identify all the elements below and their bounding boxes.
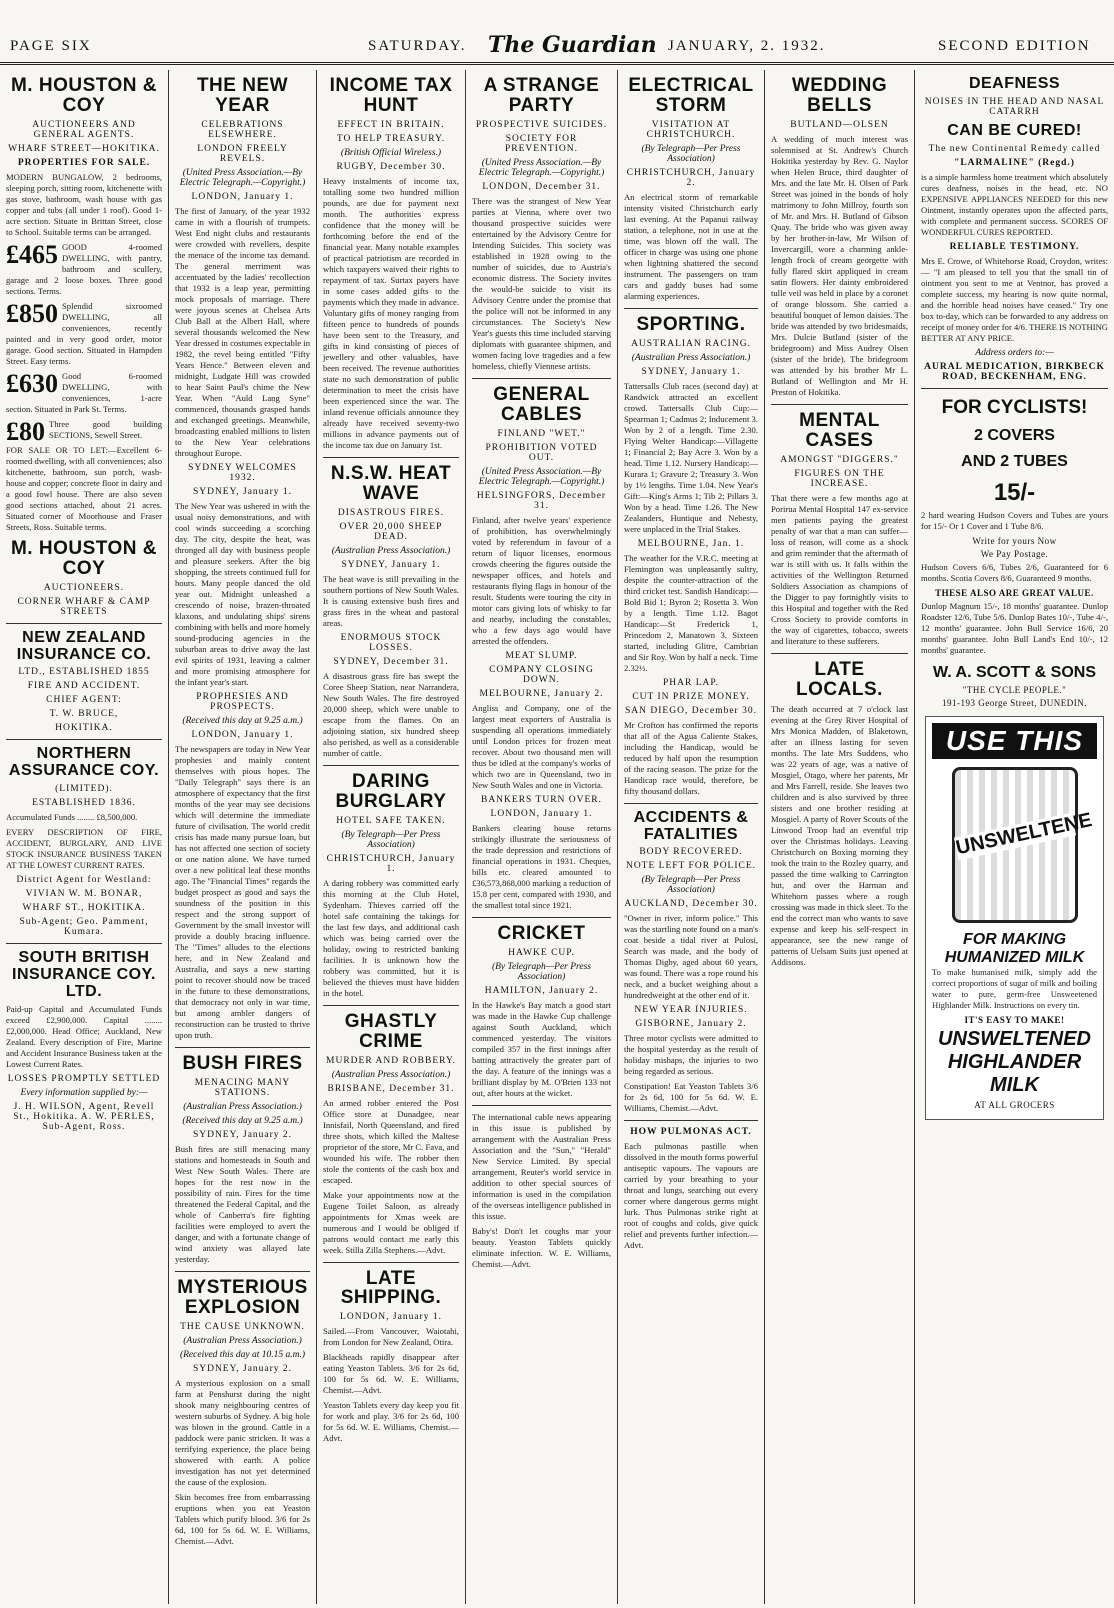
heat-wave-subhead-2: OVER 20,000 SHEEP DEAD. bbox=[339, 521, 443, 542]
new-year-body: The first of January, of the year 1932 came in with a flourish of trumpets. West End night clubs and restaurants were crowded with revellers, despite the menace of the income tax demand. The general merriment was accentuated by the ladies' recollection that 1932 is a leap year, permitting mock proposals of marriage. There were joyous scenes at Chelsea Arts Club Ball at the Albert Hall, where several thousands welcomed the New Year dressed in costumes expectable in 1982, the revel being entitled "Fifty Years Hence." Between eleven and midnight, Ludgate Hill was crowded to hear Saint Paul's chime the New Year. When "Auld Lang Syne" commenced, thousands grasped hands and exchanged greetings. Meanwhile, broadcasting enabled millions to listen to the New Year celebrations throughout Europe. bbox=[175, 205, 310, 458]
constipation-advert: Constipation! Eat Yeaston Tablets 3/6 for 2s 6d, 100 for 5s 6d. W. E. Williams, Chemist.—Advt. bbox=[624, 1081, 758, 1114]
new-year-subhead-1: CELEBRATIONS ELSEWHERE. bbox=[201, 119, 284, 140]
divider bbox=[6, 739, 162, 740]
phar-lap-body: Mr Crofton has confirmed the reports that all of the Agua Caliente Stakes, including the Handicap, would be reduced by half upon the resumption of the racing season. The prize for the Handicap race would, therefore, be fifty thousand dollars. bbox=[624, 719, 758, 796]
scott-subhead: "THE CYCLE PEOPLE." bbox=[962, 684, 1067, 695]
burglary-credit: (By Telegraph—Per Press Association) bbox=[341, 829, 441, 850]
meat-body: Angliss and Company, one of the largest meat exporters of Australia is suspending all operations immediately until London prices for frozen meat recover. About two thousand men will thus be idled at the company's works of which two are in Queensland, two in New South Wales and one in Victoria. bbox=[472, 702, 611, 790]
cured-subhead: The new Continental Remedy called bbox=[928, 143, 1101, 154]
heat-wave-subhead-1: DISASTROUS FIRES. bbox=[337, 507, 445, 518]
new-year-credit: (United Press Association.—By Electric Telegraph.—Copyright.) bbox=[179, 167, 306, 188]
milk-banner: USE THIS bbox=[932, 723, 1097, 759]
divider bbox=[472, 917, 611, 918]
wedding-body: A wedding of much interest was solemnised at St. Andrew's Church Hokitika yesterday by Rev. G. Naylor when Helen Bruce, third daughter of Mrs. and the late Mr. H. Olsen of Park Street was joined in the bonds of holy matrimony to John Millroy, fourth son of Mr. and Mrs. H. Butland of Gibson Quay. The bride who was given away by her brother-in-law, Mr Wilson of Invercargill, wore a charming ankle-length frock of cream georgette with fully flared skirt appliqued in cream satin flowers. Her dainty embroidered tulle veil was held in place by a coronet of orange blossom. She carried a beautiful bouquet of lemon daisies. The bride was attended by two bridesmaids, Mrs. Dulcie Butland (sister of the bridegroom) and Miss Audrey Olsen (sister of the bride). The bridegroom was attended by his brother Mr L. Butland of Wellington and Mr H. Preston of Hokitika. bbox=[771, 133, 908, 397]
houston-subtitle-2: AUCTIONEERS. bbox=[43, 582, 125, 593]
crime-dateline: BRISBANE, December 31. bbox=[327, 1083, 455, 1094]
strange-party-subhead-2: SOCIETY FOR PREVENTION. bbox=[504, 133, 578, 154]
income-tax-dateline: RUGBY, December 30. bbox=[336, 161, 446, 172]
column-6 bbox=[764, 70, 914, 1604]
sydney-dateline: SYDNEY, January 1. bbox=[192, 486, 293, 497]
stock-losses-dateline: SYDNEY, December 31. bbox=[333, 656, 449, 667]
northern-assurance-agent: VIVIAN W. M. BONAR, bbox=[25, 888, 143, 899]
northern-assurance-funds: Accumulated Funds ........ £8,500,000. bbox=[6, 811, 138, 822]
strange-party-subhead-1: PROSPECTIVE SUICIDES. bbox=[475, 119, 608, 130]
column-5 bbox=[617, 70, 764, 1604]
masthead-title: The Guardian bbox=[488, 32, 657, 58]
divider bbox=[624, 308, 758, 309]
appointment-advert: Make your appointments now at the Eugene Toilet Saloon, as already appointments for Xmas week are numerous and I would be obliged if patrons would contact me early this week. Stilla Zilla Stephens.—Advt. bbox=[323, 1189, 459, 1255]
explosion-body: A mysterious explosion on a small farm at Penshurst during the night shook many neighbouring centres of western suburbs of Sydney. A big hole was blown in the ground. Cattle in a paddock were panic stricken. It was a terrifying experience, the place being showered with earth. A police investigation has not yet determined the cause of the explosion. bbox=[175, 1377, 310, 1487]
burglary-subhead: HOTEL SAFE TAKEN. bbox=[336, 815, 446, 826]
heat-wave-headline: N.S.W. HEAT WAVE bbox=[330, 462, 452, 504]
northern-assurance-text: EVERY DESCRIPTION OF FIRE, ACCIDENT, BURGLARY, AND LIVE STOCK INSURANCE BUSINESS TAKEN AT THE LOWEST CURRENT RATES. bbox=[6, 826, 162, 870]
yeaston-advert: Yeaston Tablets every day keep you fit for work and play. 3/6 for 2s 6d, 100 for 5s 6d. W. E. Williams, Chemist.—Advt. bbox=[323, 1400, 459, 1444]
bush-fires-headline: BUSH FIRES bbox=[182, 1052, 303, 1074]
testimony-heading: RELIABLE TESTIMONY. bbox=[949, 241, 1080, 252]
strange-party-dateline: LONDON, December 31. bbox=[482, 181, 601, 192]
sale-or-let-listing: FOR SALE OR TO LET:—Excellent 6-roomed dwelling, with all conveniences; also kitchenette, bathroom, sun porch, wash-house and copper; concrete floor in dairy and a good fowl house. There are also seven good sections attached, about 21 acres. Situated corner of Moorhouse and Fraser Streets, Ross. Suitable terms. bbox=[6, 444, 162, 532]
listing-3-price: £630 bbox=[6, 368, 58, 398]
divider bbox=[921, 388, 1108, 389]
sporting-headline: SPORTING. bbox=[636, 313, 746, 335]
nz-insurance-fire: FIRE AND ACCIDENT. bbox=[27, 681, 141, 692]
strange-party-credit: (United Press Association.—By Electric Telegraph.—Copyright.) bbox=[478, 157, 605, 178]
storm-headline: ELECTRICAL STORM bbox=[628, 75, 754, 116]
accidents-headline: ACCIDENTS & FATALITIES bbox=[633, 808, 749, 843]
cyclists-price: 15/- bbox=[993, 478, 1036, 506]
cyclists-postage: We Pay Postage. bbox=[980, 548, 1049, 559]
south-british-agents: J. H. WILSON, Agent, Revell St., Hokitika. A. W. PERLES, Sub-Agent, Ross. bbox=[13, 1102, 155, 1133]
meat-subhead-2: COMPANY CLOSING DOWN. bbox=[489, 664, 594, 685]
testimony-body: Mrs E. Crowe, of Whitehorse Road, Croydon, writes:— "I am pleased to tell you that the small tin of ointment you sent to me at Ventnor, has proved a complete success, my hearing is now quite normal, and the horrible head noises have ceased." Try one box to-day, which can be forwarded to any address on receipt of money order for 4/6. THERE IS NOTHING BETTER AT ANY PRICE. bbox=[921, 255, 1108, 343]
skin-advert: Skin becomes free from embarrassing eruptions when you eat Yeaston Tablets which purify blood. 3/6 for 2s 6d, 100 for 5s 6d. W. E. Williams, Chemist.—Advt. bbox=[175, 1491, 310, 1546]
income-tax-headline: INCOME TAX HUNT bbox=[329, 75, 453, 116]
income-tax-subhead-2: TO HELP TREASURY. bbox=[336, 133, 446, 144]
hawke-cup-dateline: HAMILTON, January 2. bbox=[484, 985, 599, 996]
shipping-body: Sailed.—From Vancouver, Waiotahi, from London for New Zealand, Otira. bbox=[323, 1326, 459, 1348]
bankers-subhead: BANKERS TURN OVER. bbox=[480, 794, 602, 805]
bankers-dateline: LONDON, January 1. bbox=[490, 808, 593, 819]
stock-losses-subhead: ENORMOUS STOCK LOSSES. bbox=[340, 632, 442, 653]
milk-advert bbox=[925, 716, 1104, 1120]
divider bbox=[323, 765, 459, 766]
income-tax-subhead-1: EFFECT IN BRITAIN. bbox=[337, 119, 445, 130]
houston-address: WHARF STREET—HOKITIKA. bbox=[8, 143, 160, 154]
pulmonas-heading: HOW PULMONAS ACT. bbox=[630, 1127, 752, 1138]
meat-subhead-1: MEAT SLUMP. bbox=[505, 650, 578, 661]
phar-lap-subhead-1: PHAR LAP. bbox=[663, 677, 719, 688]
hawke-cup-body: In the Hawke's Bay match a good start was made in the Hawke Cup challenge against South Auckland, which commenced yesterday. The visitors compiled 357 in the first innings after batting attractively the greater part of the day. A feature of the innings was a brilliant display by M. O'Brien 133 not out, after hours at the wicket. bbox=[472, 999, 611, 1098]
listing-4-price: £80 bbox=[6, 416, 45, 446]
racing-credit: (Australian Press Association.) bbox=[631, 352, 751, 363]
milk-brand: UNSWELTENED HIGHLANDER MILK bbox=[938, 1027, 1091, 1096]
address-label: Address orders to:— bbox=[975, 347, 1054, 358]
heat-wave-credit: (Australian Press Association.) bbox=[331, 545, 451, 556]
phar-lap-dateline: SAN DIEGO, December 30. bbox=[625, 705, 757, 716]
mental-cases-subhead-2: FIGURES ON THE INCREASE. bbox=[794, 468, 885, 489]
northern-assurance-address: WHARF ST., HOKITIKA. bbox=[22, 902, 146, 913]
listing-2-text: Splendid sixroomed DWELLING, all conveniences, recently painted and in very good order, motor garage. Good section. Situated in Hampden Street. Easy terms. bbox=[6, 300, 162, 366]
crime-credit: (Australian Press Association.) bbox=[331, 1069, 451, 1080]
masthead bbox=[0, 30, 1114, 65]
new-year-subhead-2: LONDON FREELY REVELS. bbox=[197, 143, 288, 164]
column-4 bbox=[465, 70, 617, 1604]
listing-3 bbox=[6, 368, 162, 419]
prophecies-subhead: PROPHESIES AND PROSPECTS. bbox=[196, 691, 289, 712]
prophecies-body: The newspapers are today in New Year prophesies and mainly content themselves with pious hopes. The "Daily Telegraph" says there is an atmosphere of expectancy that the first months of the year may see decisions which will determine the immediate future of civilisation. The world credit crisis has made many pursue loan, but has not affected one section of society or one nation alone. We have turned over a new political leaf these months ago. The "Financial Times" regards the budget prospect as good and says the soundness of the position in this respect and the strong support of Government by the small investor will provide a doubly bracing influence. The "Times" alludes to the elections here, and in New Zealand and Australia, and says a new starting point to recover should now be traced in the future to these demonstrations, that democracy not only in war time, but among ambler dangers of reconstruction can be trusted to thrive upon truth. bbox=[175, 743, 310, 1040]
divider bbox=[6, 623, 162, 624]
burglary-dateline: CHRISTCHURCH, January 1. bbox=[326, 853, 456, 874]
scott-address: 191-193 George Street, DUNEDIN. bbox=[941, 697, 1088, 708]
masthead-date: JANUARY, 2. 1932. bbox=[668, 38, 826, 54]
divider bbox=[624, 1120, 758, 1121]
meat-dateline: MELBOURNE, January 2. bbox=[479, 688, 604, 699]
late-locals-headline: LATE LOCALS. bbox=[796, 658, 883, 700]
heat-wave-body: The heat wave is still prevailing in the southern portions of New South Wales. It is causing extensive bush fires and grass fires in the wheat and pastoral areas. bbox=[323, 573, 459, 628]
sydney-body: The New Year was ushered in with the usual noisy demonstrations, and with cool winds succeeding a scorching day. The city, despite the heat, was thronged all day with business people and pleasure seekers. After the big shopping, the streets continued full for hours. Many people danced the old year out. Midnight unleashed a crescendo of noise, brazen-throated klaxons, and undulating ships' sirens combining with bells and more homely sound-producing agencies in the suburban areas to drive away the last evil spirits of 1931, leaving a calmer and more promising atmosphere for the infant year's start. bbox=[175, 500, 310, 687]
income-tax-credit: (British Official Wireless.) bbox=[340, 147, 442, 158]
cyclists-list: Hudson Covers 6/6, Tubes 2/6, Guaranteed for 6 months. Scotia Covers 8/6, Guaranteed 9 months. bbox=[921, 561, 1108, 583]
melbourne-body: The weather for the V.R.C. meeting at Flemington was unpleasantly sultry, despite the counter-attraction of the third cricket test. Sandish Handicap:—Bold Bid 1; Byron 2; Rosetta 3. Won by a length. Time 1.12. Bagot Handicap:—St Frederick 1, Princedom 2, Manatown 3. Sixteen started, including Glitre, Cambrian and Sir Roy. Won by half a neck. Time 2.32½. bbox=[624, 552, 758, 673]
mental-cases-body: That there were a few months ago at Porirua Mental Hospital 147 ex-service men patients paying the greatest penalty of war that a man can suffer—loss of reason, will come as a shock and grim reminder that the aftermath of war is still with us. It falls within the activities of the Wellington Returned Soldiers Association as champions of the Digger to pay fortnightly visits to this Hospital and together with the Red Cross Society to provide comforts in the way of cigarettes, tobacco, sweets and literature to these sufferers. bbox=[771, 492, 908, 646]
divider bbox=[323, 457, 459, 458]
accidents-subhead-2: NOTE LEFT FOR POLICE. bbox=[625, 861, 757, 872]
aural-address: AURAL MEDICATION, BIRKBECK ROAD, BECKENHAM, ENG. bbox=[924, 361, 1105, 382]
listing-1-price: £465 bbox=[6, 239, 58, 269]
column-2 bbox=[168, 70, 316, 1604]
cricket-headline: CRICKET bbox=[497, 922, 586, 944]
accidents-body: "Owner in river, inform police." This was the startling note found on a man's coat beside a tidal river at Pulosi, Search was made, and the body of Thomas Digby, aged about 60 years, was found. There was a rope round his neck, and a bucket weighing about a hundredweight at the other end of it. bbox=[624, 913, 759, 1001]
northern-assurance-subagent: Sub-Agent; Geo. Pamment, Kumara. bbox=[19, 916, 149, 937]
scott-headline: W. A. SCOTT & SONS bbox=[933, 663, 1096, 681]
can-be-cured: CAN BE CURED! bbox=[947, 121, 1082, 139]
northern-assurance-ltd: (LIMITED). bbox=[55, 783, 113, 794]
south-british-heading: SOUTH BRITISH INSURANCE COY. LTD. bbox=[12, 948, 156, 1000]
houston-heading: M. HOUSTON & COY bbox=[10, 75, 158, 116]
racing-subhead: AUSTRALIAN RACING. bbox=[631, 338, 751, 349]
divider bbox=[624, 803, 758, 804]
wedding-subhead: BUTLAND—OLSEN bbox=[790, 119, 889, 130]
cyclists-also: THESE ALSO ARE GREAT VALUE. bbox=[935, 587, 1094, 598]
explosion-received: (Received this day at 10.15 a.m.) bbox=[179, 1349, 306, 1360]
deafness-subhead: NOISES IN THE HEAD AND NASAL CATARRH bbox=[924, 96, 1105, 117]
listing-1 bbox=[6, 239, 162, 301]
burglary-body: A daring robbery was committed early this morning at the Club Hotel, Sydenham. Thieves carried off the hotel safe containing the takings for the last few days, and additional cash which was being carried over the holiday, owing to restricted banking facilities. It is unknown how the robbery was committed, but it is believed the thieves must have hidden in the hotel. bbox=[323, 877, 459, 998]
bush-fires-body: Bush fires are still menacing many stations and homesteads in South and West New South Wales. There are hopes for the rest now in the possibility of rain. Fires for the time threatened the Federal Capital, and the whole of Canberra's fire fighting facilities were employed to avert the danger, and with a fortunate change of wind anxiety was allayed late yesterday. bbox=[175, 1143, 310, 1264]
houston-heading-2: M. HOUSTON & COY bbox=[10, 537, 158, 579]
milk-easy: IT'S EASY TO MAKE! bbox=[964, 1014, 1065, 1025]
cyclists-headline: FOR CYCLISTS! bbox=[941, 396, 1088, 418]
column-3 bbox=[316, 70, 465, 1604]
storm-body: An electrical storm of remarkable intensity visited Christchurch early last evening. At the Papanui railway station, a telephone, not in use at the time, was blown off the wall. The officer in charge was using one phone when lightning shattered the second instrument. The passengers on tram cars and gaddy buses had some alarming experiences. bbox=[624, 191, 758, 301]
milk-for-making: FOR MAKING HUMANIZED MILK bbox=[944, 930, 1085, 966]
pulmonas-body: Each pulmonas pastille when dissolved in the mouth forms powerful antiseptic vapours. The vapours are carried by your breathing to your throat and lungs, searching out every corner where dangerous germs might lurk. Thus Pulmonas strike right at root of coughs and colds, give quick relief and prevents further infection.—Advt. bbox=[624, 1141, 758, 1251]
cyclists-tubes: AND 2 TUBES bbox=[961, 452, 1068, 470]
finland-body: Finland, after twelve years' experience of prohibition, has overwhelmingly voted by referendum in favour of a return of liquor licenses, enormous crowds cheering the figures outside the newspaper offices, and hotels and restaurants flying flags in honour of the result. Students were touring the city in motor cars giving lots of whisky to far and nearby, including the constables, who a few days ago would have arrested the offenders. bbox=[472, 514, 611, 646]
racing-body: Tattersalls Club races (second day) at Randwick attracted an excellent crowd. Tattersalls Club Cup:—Spearman 1; Cadmus 2; Inducement 3. Won by 2 of a length. Time 2.30. Flying Welter Handicap:—Villagette 1; Financial 2; Bay Acre 3. Won by a head. Time 1.12. Nursery Handicap:—Kurara 1; Gravure 2; Treasury 3. Won by 1½ lengths. Time 1.04. New Year's Gift:—King's Arms 1; Tib 2; Pillars 3. Won by a head. Time 1.26. The New Zealanders, Huntique and Nebesty, were unplaced in the Trial Stakes. bbox=[624, 380, 758, 534]
milk-can-label: UNSWELTENE bbox=[953, 808, 1094, 859]
strange-party-body: There was the strangest of New Year parties at Vienna, where over two thousand prospective suicides were entertained by the Advisory Centre for Intending Suicides. This society was established in 1928 owing to the number of suicides, due to Austria's economic distress. The Society invites the would-be suicide to visit its Advisory Centre under the promise that the police will not be informed in any circumstances. The Society's New Year's guests this time included starving diplomats with guarantee shipmen, and women facing love tragedies and a few homeless, chiefly Viennese artists. bbox=[472, 195, 611, 371]
sydney-subhead: SYDNEY WELCOMES 1932. bbox=[188, 462, 297, 483]
injuries-dateline: GISBORNE, January 2. bbox=[635, 1019, 747, 1030]
column-7 bbox=[914, 70, 1114, 1604]
storm-subhead: VISITATION AT CHRISTCHURCH. bbox=[646, 119, 736, 140]
explosion-subhead: THE CAUSE UNKNOWN. bbox=[180, 1321, 305, 1332]
northern-assurance-established: ESTABLISHED 1836. bbox=[32, 797, 136, 808]
divider bbox=[771, 653, 908, 654]
divider bbox=[472, 1105, 611, 1106]
injuries-body: Three motor cyclists were admitted to the hospital yesterday as the result of holiday mishaps, the injuries to two being regarded as serious. bbox=[624, 1033, 758, 1077]
nz-insurance-heading: NEW ZEALAND INSURANCE CO. bbox=[16, 628, 152, 663]
wedding-headline: WEDDING BELLS bbox=[791, 75, 888, 116]
bankers-body: Bankers clearing house returns strikingly illustrate the seriousness of the trade depression and restrictions of financial operations in 1931. Cheques, bills etc. cleared amounted to £36,573,868,000 marking a reduction of 15.8 per cent, compared with 1930, and the smallest total since 1921. bbox=[472, 822, 611, 910]
divider bbox=[175, 1271, 310, 1272]
divider bbox=[323, 1005, 459, 1006]
bush-fires-subhead: MENACING MANY STATIONS. bbox=[194, 1077, 291, 1098]
larmaline-name: "LARMALINE" (Regd.) bbox=[954, 157, 1075, 168]
explosion-dateline: SYDNEY, January 2. bbox=[192, 1363, 293, 1374]
racing-dateline: SYDNEY, January 1. bbox=[641, 366, 741, 377]
accidents-subhead-1: BODY RECOVERED. bbox=[639, 847, 743, 858]
houston-subtitle: AUCTIONEERS AND GENERAL AGENTS. bbox=[32, 119, 136, 140]
column-1 bbox=[0, 70, 168, 1604]
south-british-info: Every information supplied by:— bbox=[20, 1088, 148, 1099]
phar-lap-subhead-2: CUT IN PRIZE MONEY. bbox=[632, 691, 750, 702]
divider bbox=[323, 1262, 459, 1263]
milk-body: To make humanised milk, simply add the correct proportions of sugar of milk and boiling water to pure, germ-free Unsweetened Highlander Milk. Instructions on every tin. bbox=[932, 966, 1097, 1010]
houston-address-2: CORNER WHARF & CAMP STREETS bbox=[17, 596, 151, 617]
deafness-body: is a simple harmless home treatment which absolutely cures deafness, noises in the head, etc. NO EXPENSIVE APPLIANCES NEEDED for this new Ointment, instantly operates upon the affected parts, with complete and permanent success. SCORES OF WONDERFUL CURES REPORTED. bbox=[921, 171, 1108, 237]
listing-2-price: £850 bbox=[6, 298, 58, 328]
south-british-text: Paid-up Capital and Accumulated Funds exceed £2,900,000. Capital ........ £2,000,000. Head Office; Auckland, New Zealand. Every description of Fire, Marine and Accident Insurance Business taken at the Lowest Current Rates. bbox=[6, 1004, 162, 1070]
injuries-subhead: NEW YEAR INJURIES. bbox=[634, 1005, 748, 1016]
nz-insurance-town: HOKITIKA. bbox=[55, 723, 113, 734]
finland-subhead-2: PROHIBITION VOTED OUT. bbox=[485, 442, 598, 463]
hawke-cup-credit: (By Telegraph—Per Press Association) bbox=[491, 961, 592, 982]
international-news-notice: The international cable news appearing in this issue is published by arrangement with the Australian Press Association and the "Sun," "Herald" New Service Limited. By special arrangement, Reuter's world service in addition to other special sources of information is used in the compilation of the overseas intelligence published in this issue. bbox=[472, 1111, 611, 1221]
cyclists-covers: 2 COVERS bbox=[974, 426, 1055, 444]
finland-subhead-1: FINLAND "WET." bbox=[497, 428, 586, 439]
mental-cases-subhead-1: AMONGST "DIGGERS." bbox=[780, 454, 899, 465]
finland-credit: (United Press Association.—By Electric Telegraph.—Copyright.) bbox=[478, 466, 605, 487]
cyclists-list-2: Dunlop Magnum 15/-, 18 months' guarantee. Dunlop Roadster 12/6, Tube 5/6. Dunlop Bates 10/-, Tube 4/-, 12 months' guarantee. John Bull Service 16/6, 20 months' guarantee. John Bull Land's End 10/-, 12 months' guarantee. bbox=[921, 600, 1108, 655]
bush-fires-received: (Received this day at 9.25 a.m.) bbox=[182, 1115, 303, 1126]
crime-body: An armed robber entered the Post Office store at Dunadgee, near Innisfail, North Queensland, and fired three shots, which killed the Maltese proprietor of the store, Mr C. Fava, and wounded his wife. The robber then stole the contents of the cash box and escaped. bbox=[323, 1097, 459, 1185]
storm-credit: (By Telegraph—Per Press Association) bbox=[641, 143, 741, 164]
finland-dateline: HELSINGFORS, December 31. bbox=[476, 490, 607, 511]
hawke-cup-subhead: HAWKE CUP. bbox=[508, 947, 575, 958]
shipping-dateline: LONDON, January 1. bbox=[340, 1312, 442, 1323]
listing-3-text: Good 6-roomed DWELLING, with conveniences, 1-acre section. Situated in Park St. Terms. bbox=[6, 370, 162, 414]
storm-dateline: CHRISTCHURCH, January 2. bbox=[626, 167, 756, 188]
late-locals-body: The death occurred at 7 o'clock last evening at the Grey River Hospital of Mrs Monica Madden, of Blaketown, after an illness lasting for seven months. The late Mrs Suddens, who was 22 years of age, was a native of Mosgiel, Otago, where her parents, Mr and Mrs Farrell, reside. She leaves two children and is also survived by three sisters and one brother residing at Mosgiel. A party of Rover Scouts of the Linwood Troop had an eventful trip over the Christmas holidays. Leaving Christchurch on Boxing morning they took the train to the Rozley quarry, and passed the time walking to Carrington hut, and over the Harman and Whitehorn passes where a rough crossing was made in thick sleet. To the end the correct man who wants to save expense and keep his self-respect in appearance, see the new range of patterns of Uelsam Suits just opened at Addisons. bbox=[771, 703, 909, 967]
cyclists-offer: 2 hard wearing Hudson Covers and Tubes are yours for 15/- Or 1 Cover and 1 Tube 8/6. bbox=[921, 509, 1108, 531]
south-british-losses: LOSSES PROMPTLY SETTLED bbox=[7, 1074, 161, 1085]
divider bbox=[175, 1047, 310, 1048]
explosion-credit: (Australian Press Association.) bbox=[183, 1335, 302, 1346]
income-tax-body: Heavy instalments of income tax, totalling some two hundred million pounds, are due for payment next month. The authorities express confidence that the money will be forthcoming before the end of the financial year. Many notable examples of practical patriotism are recorded in which taxpayers waived their rights to repayment of tax. Surtax payers have in some cases added gifts to the payments which they made in advance. Voluntary gifts of money ranging from fifteen pence to hundreds of pounds have been sent to the Treasury, and gifts in kind consisting of pieces of jewellery and other valuables, have been received. The revenue authorities state no such demonstration of public determination to meet the crisis have been experienced since the war. The inland revenue officials announce they already have received seventy-two millions in advance payments out of the income tax due on January 1st. bbox=[323, 175, 459, 450]
divider bbox=[472, 378, 611, 379]
divider bbox=[6, 943, 162, 944]
blackheads-advert: Blackheads rapidly disappear after eating Yeaston Tablets. 3/6 for 2s 6d, 100 for 5s 6d. W. E. Williams, Chemist.—Advt. bbox=[323, 1352, 459, 1396]
milk-grocers: AT ALL GROCERS bbox=[974, 1099, 1055, 1110]
masthead-day: SATURDAY. bbox=[368, 38, 467, 54]
heat-wave-dateline: SYDNEY, January 1. bbox=[341, 559, 441, 570]
prophecies-dateline: LONDON, January 1. bbox=[191, 729, 294, 740]
accidents-dateline: AUCKLAND, December 30. bbox=[624, 899, 758, 910]
new-year-dateline: LONDON, January 1. bbox=[191, 191, 294, 202]
bush-fires-dateline: SYDNEY, January 2. bbox=[192, 1129, 293, 1140]
coughs-advert: Baby's! Don't let coughs mar your beauty. Yeaston Tablets quickly eliminate infection. W. E. Williams, Chemist.—Advt. bbox=[472, 1225, 611, 1269]
northern-assurance-heading: NORTHERN ASSURANCE COY. bbox=[8, 745, 160, 780]
page-number: PAGE SIX bbox=[10, 38, 92, 54]
listing-2 bbox=[6, 298, 162, 371]
masthead-edition: SECOND EDITION bbox=[938, 38, 1091, 54]
milk-can-icon bbox=[952, 767, 1094, 923]
explosion-headline: MYSTERIOUS EXPLOSION bbox=[177, 1276, 308, 1318]
general-cables-headline: GENERAL CABLES bbox=[493, 383, 590, 425]
listing-4 bbox=[6, 416, 162, 446]
mental-cases-headline: MENTAL CASES bbox=[799, 409, 880, 451]
listing-1-text: GOOD 4-roomed DWELLING, with pantry, bathroom and scullery, garage and 2 loose boxes. Three good sections. Terms. bbox=[6, 241, 162, 296]
strange-party-headline: A STRANGE PARTY bbox=[483, 75, 600, 116]
listing-4-text: Three good building SECTIONS, Sewell Street. bbox=[49, 418, 162, 440]
bush-fires-credit: (Australian Press Association.) bbox=[183, 1101, 302, 1112]
cyclists-write: Write for yours Now bbox=[972, 535, 1057, 546]
crime-headline: GHASTLY CRIME bbox=[344, 1010, 438, 1052]
prophecies-received: (Received this day at 9.25 a.m.) bbox=[182, 715, 303, 726]
shipping-headline: LATE SHIPPING. bbox=[340, 1267, 442, 1309]
nz-insurance-agent: T. W. BRUCE, bbox=[49, 709, 119, 720]
properties-heading: PROPERTIES FOR SALE. bbox=[17, 157, 151, 168]
deafness-headline: DEAFNESS bbox=[968, 75, 1061, 92]
burglary-headline: DARING BURGLARY bbox=[335, 770, 447, 812]
bungalow-listing: MODERN BUNGALOW, 2 bedrooms, sleeping porch, sitting room, kitchenette with gas stove, bathroom, wash house with gas copper and tubs (all under 1 roof). Good 1-acre section. Situate in Brittan Street, close to School. Suitable terms can be arranged. bbox=[6, 171, 162, 237]
stock-losses-body: A disastrous grass fire has swept the Coree Sheep Station, near Narrandera, New South Wales. The fire destroyed 20,000 sheep, which were unable to escape from the flames. On an adjoining station, six hundred sheep also perished, as well as a considerable number of cattle. bbox=[323, 670, 459, 758]
new-year-headline: THE NEW YEAR bbox=[196, 75, 289, 116]
divider bbox=[771, 404, 908, 405]
crime-subhead: MURDER AND ROBBERY. bbox=[326, 1055, 456, 1066]
melbourne-dateline: MELBOURNE, Jan. 1. bbox=[637, 538, 745, 549]
accidents-credit: (By Telegraph—Per Press Association) bbox=[641, 875, 741, 896]
nz-insurance-established: LTD., ESTABLISHED 1855 bbox=[18, 667, 150, 678]
nz-insurance-agent-label: CHIEF AGENT: bbox=[46, 695, 122, 706]
northern-assurance-agent-label: District Agent for Westland: bbox=[16, 874, 152, 885]
